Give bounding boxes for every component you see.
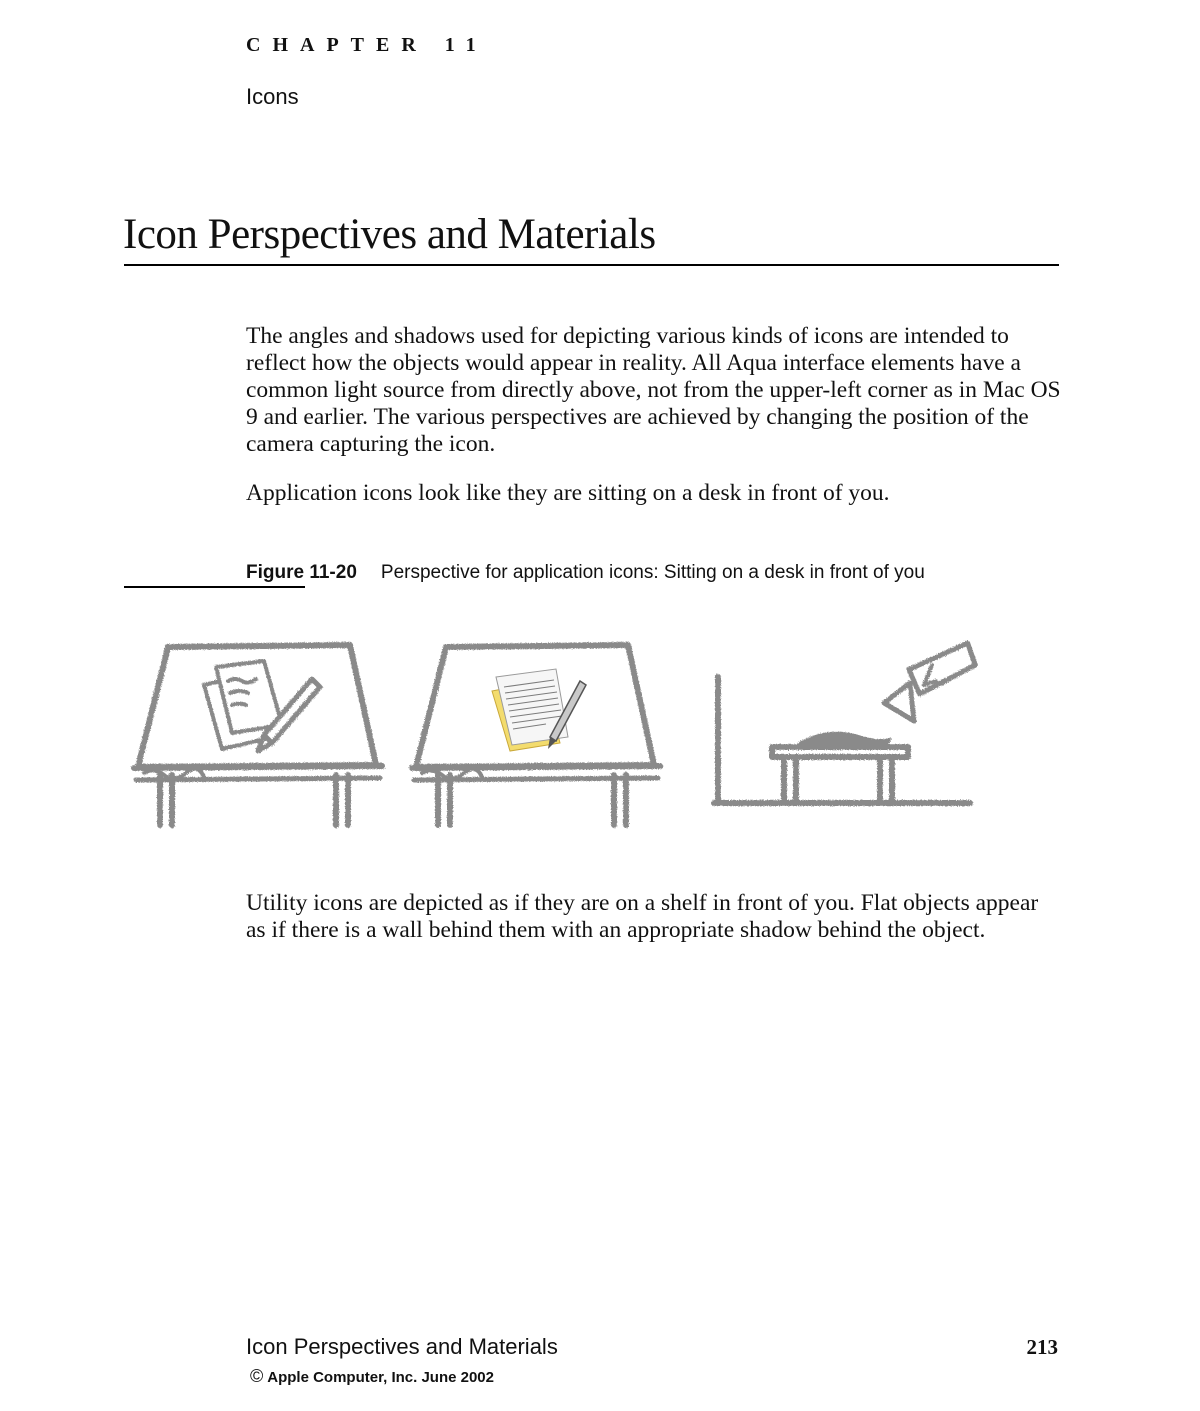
desk-leg-left — [160, 775, 172, 825]
desk-front-edge — [134, 766, 382, 768]
footer-title: Icon Perspectives and Materials — [246, 1334, 558, 1359]
title-rule — [124, 264, 1059, 266]
figure-rule — [124, 586, 305, 588]
camera-icon — [884, 625, 983, 721]
shelf-leg-right — [880, 759, 892, 801]
body-paragraph-1: The angles and shadows used for depicting various kinds of icons are intended to reflect how the objects would appear in reality. All Aqua interface elements have a common light source from directly above, not from the upper-left corner as in Mac OS 9 and earlier. The various perspectives are achieved by changing the position of the camera capturing the icon. — [246, 323, 1061, 457]
copyright-icon: © — [250, 1366, 264, 1386]
chapter-title: Icons — [246, 84, 299, 109]
body-paragraph-3: Utility icons are depicted as if they are on a shelf in front of you. Flat objects appear as if there is a wall behind them with an appropriate shadow behind the object. — [246, 890, 1039, 943]
shelf-icon — [714, 625, 983, 803]
section-title: Icon Perspectives and Materials — [123, 211, 656, 258]
chapter-label: CHAPTER 11 — [246, 34, 488, 56]
figure-label: Figure 11-20 — [246, 562, 357, 583]
body-paragraph-2: Application icons look like they are sitting on a desk in front of you. — [246, 480, 890, 506]
copyright-text: Apple Computer, Inc. June 2002 — [267, 1369, 494, 1386]
page-number: 213 — [1026, 1335, 1058, 1359]
desk-leg-right — [336, 775, 348, 825]
copyright-notice — [250, 1366, 494, 1387]
rendered-desk-icon — [412, 645, 660, 825]
shelf-leg-left — [784, 759, 796, 801]
figure-caption-text: Perspective for application icons: Sitting on a desk in front of you — [380, 562, 925, 583]
figure-perspective-illustration — [124, 625, 994, 840]
figure-caption — [246, 562, 925, 584]
flat-object — [796, 733, 890, 747]
desk-front-edge — [412, 766, 660, 768]
desk-leg-right — [614, 775, 626, 825]
sketch-desk-icon — [134, 645, 382, 825]
desk-leg-left — [438, 775, 450, 825]
